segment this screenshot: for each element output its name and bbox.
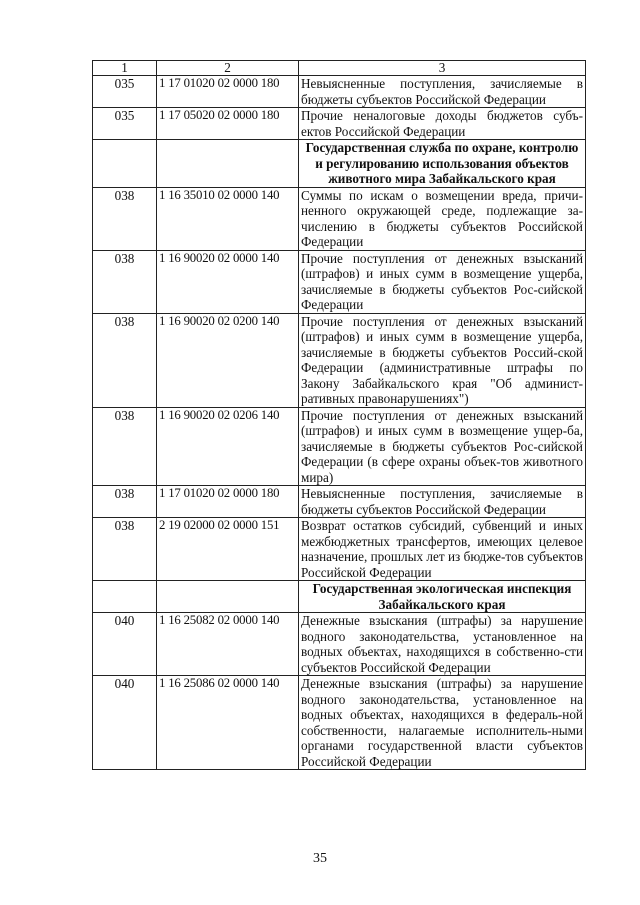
table-row: [93, 108, 586, 140]
table-row: [93, 518, 586, 581]
admin-code: 035: [93, 76, 157, 108]
admin-code: 038: [93, 486, 157, 518]
admin-code: 040: [93, 613, 157, 676]
header-col-1: 1: [93, 61, 157, 76]
section-row: [93, 581, 586, 613]
section-title: Государственная экологическая инспекция Забайкальского края: [299, 581, 586, 613]
admin-code: 040: [93, 676, 157, 770]
section-row: [93, 140, 586, 188]
admin-code: 035: [93, 108, 157, 140]
table-row: [93, 676, 586, 770]
page-number: 35: [313, 851, 327, 866]
empty-cell: [93, 140, 157, 188]
revenue-code: 1 16 90020 02 0206 140: [157, 407, 299, 486]
revenue-description: Денежные взыскания (штрафы) за нарушение водного законодательства, установленное на водных объектах, находящихся в федераль-ной собственности, налагаемые исполнитель-ными органами государственной власти субъектов Российской Федерации: [299, 676, 586, 770]
table-row: [93, 613, 586, 676]
header-col-2: 2: [157, 61, 299, 76]
admin-code: 038: [93, 518, 157, 581]
table-row: [93, 187, 586, 250]
revenue-code: 1 16 35010 02 0000 140: [157, 187, 299, 250]
revenue-description: Прочие поступления от денежных взысканий (штрафов) и иных сумм в возмещение ущер-ба, зачисляемые в бюджеты субъектов Рос-сийской Федерации (в сфере охраны объек-тов животного мира): [299, 407, 586, 486]
empty-cell: [157, 581, 299, 613]
revenue-description: Прочие неналоговые доходы бюджетов субъ-ектов Российской Федерации: [299, 108, 586, 140]
header-col-3: 3: [299, 61, 586, 76]
admin-code: 038: [93, 187, 157, 250]
table-row: [93, 250, 586, 313]
admin-code: 038: [93, 407, 157, 486]
empty-cell: [93, 581, 157, 613]
table-row: [93, 407, 586, 486]
revenue-code: 2 19 02000 02 0000 151: [157, 518, 299, 581]
revenue-description: Невыясненные поступления, зачисляемые в бюджеты субъектов Российской Федерации: [299, 486, 586, 518]
admin-code: 038: [93, 313, 157, 407]
table-row: [93, 76, 586, 108]
revenue-code: 1 16 90020 02 0000 140: [157, 250, 299, 313]
admin-code: 038: [93, 250, 157, 313]
revenue-code: 1 16 90020 02 0200 140: [157, 313, 299, 407]
table-header-row: [93, 61, 586, 76]
table-row: [93, 486, 586, 518]
revenue-code: 1 16 25082 02 0000 140: [157, 613, 299, 676]
revenue-description: Прочие поступления от денежных взысканий (штрафов) и иных сумм в возмещение ущерба, зачисляемые в бюджеты субъектов Рос-сийской Федерации: [299, 250, 586, 313]
revenue-description: Денежные взыскания (штрафы) за нарушение водного законодательства, установленное на водных объектах, находящихся в собственно-сти субъектов Российской Федерации: [299, 613, 586, 676]
revenue-code: 1 17 05020 02 0000 180: [157, 108, 299, 140]
revenue-description: Невыясненные поступления, зачисляемые в бюджеты субъектов Российской Федерации: [299, 76, 586, 108]
table-row: [93, 313, 586, 407]
revenue-description: Суммы по искам о возмещении вреда, причи-ненного окружающей среде, подлежащие за-числению в бюджеты субъектов Российской Федерации: [299, 187, 586, 250]
revenue-codes-table: [92, 60, 586, 770]
revenue-code: 1 17 01020 02 0000 180: [157, 486, 299, 518]
empty-cell: [157, 140, 299, 188]
revenue-code: 1 16 25086 02 0000 140: [157, 676, 299, 770]
revenue-description: Возврат остатков субсидий, субвенций и иных межбюджетных трансфертов, имеющих целевое назначение, прошлых лет из бюдже-тов субъектов Российской Федерации: [299, 518, 586, 581]
section-title: Государственная служба по охране, контролю и регулированию использования объектов животного мира Забайкальского края: [299, 140, 586, 188]
revenue-description: Прочие поступления от денежных взысканий (штрафов) и иных сумм в возмещение ущерба, зачисляемые в бюджеты субъектов Россий-ской Федерации (административные штрафы по Закону Забайкальского края "Об админист-ративных правонарушениях"): [299, 313, 586, 407]
revenue-code: 1 17 01020 02 0000 180: [157, 76, 299, 108]
